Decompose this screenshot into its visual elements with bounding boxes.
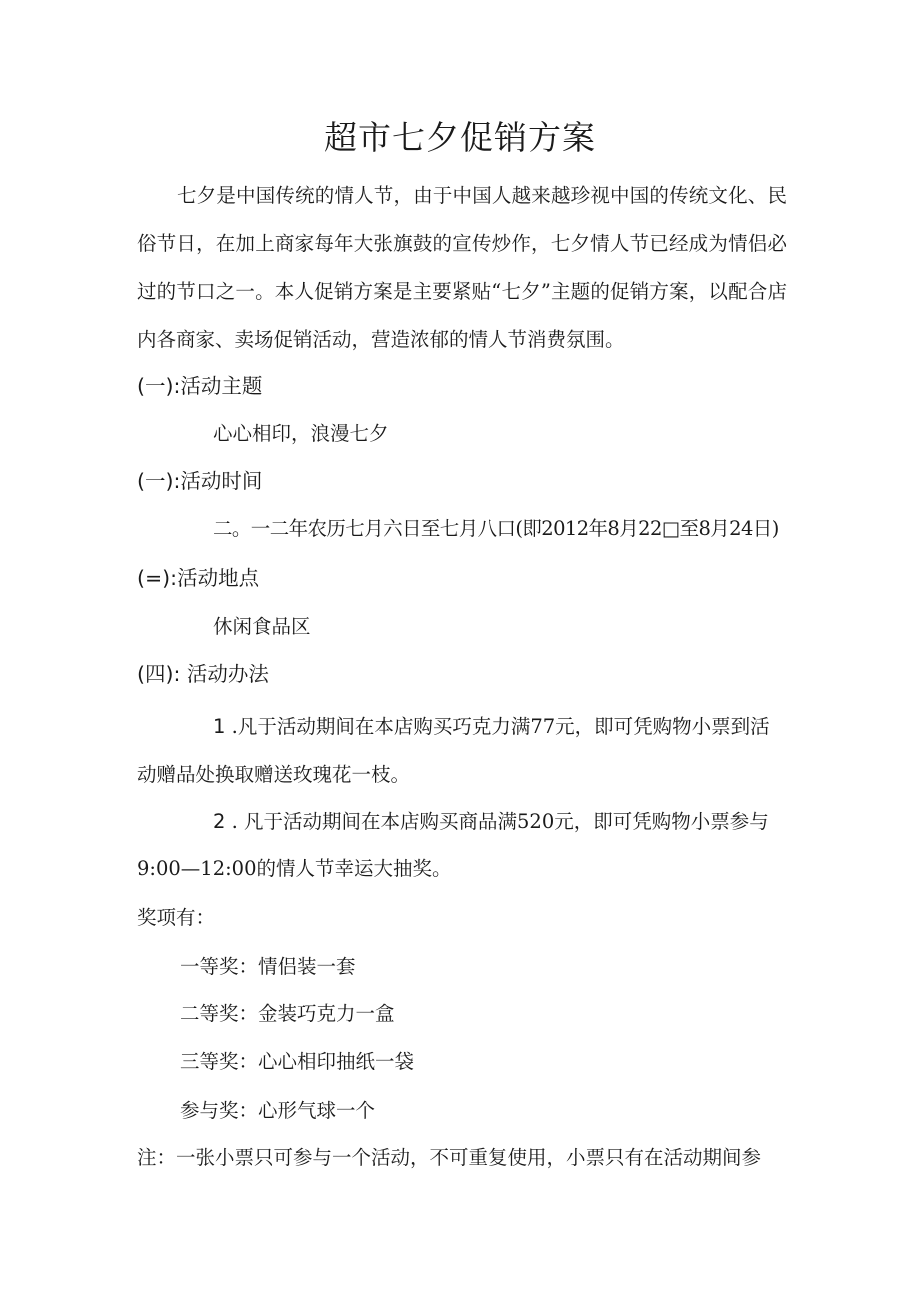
prize-third: 三等奖：心心相印抽纸一袋: [180, 1050, 415, 1073]
section-heading-theme: (一):活动主题: [137, 374, 263, 398]
section-heading-method: (四): 活动办法: [137, 662, 269, 686]
section-heading-time: (一):活动时间: [137, 469, 263, 493]
method-2-line1: [213, 806, 769, 834]
note-text: 注：一张小票只可参与一个活动，不可重复使用，小票只有在活动期间参: [137, 1146, 762, 1169]
method-2-number: 2: [213, 810, 226, 833]
method-1-text: .凡于活动期间在本店购买巧克力满77元，即可凭购物小票到活: [225, 715, 770, 738]
section-body-theme: 心心相印，浪漫七夕: [213, 422, 389, 445]
document-title: 超市七夕促销方案: [324, 118, 596, 157]
method-1-number: 1: [213, 715, 226, 738]
section-heading-place: (=):活动地点: [137, 566, 260, 590]
section-body-place: 休闲食品区: [213, 615, 311, 638]
intro-paragraph: 七夕是中国传统的情人节，由于中国人越来越珍视中国的传统文化、民俗节日，在加上商家每年大张旗鼓的宣传炒作，七夕情人节已经成为情侣必过的节口之一。本人促销方案是主要紧贴“七夕”主题的促销方案，以配合店内各商家、卖场促销活动，营造浓郁的情人节消费氛围。: [137, 184, 787, 351]
method-1-line2: 动赠品处换取赠送玫瑰花一枝。: [137, 763, 411, 786]
prize-second: 二等奖：金装巧克力一盒: [180, 1002, 395, 1025]
prize-participation: 参与奖：心形气球一个: [180, 1099, 376, 1122]
prizes-label: 奖项有：: [137, 906, 216, 929]
prize-first: 一等奖：情侣装一套: [180, 955, 356, 978]
section-body-time: 二。一二年农历七月六日至七月八口(即2012年8月22□至8月24日): [213, 517, 779, 540]
method-2-line2: 9:00—12:00的情人节幸运大抽奖。: [137, 857, 452, 880]
method-2-text: . 凡于活动期间在本店购买商品满520元，即可凭购物小票参与: [225, 810, 769, 833]
method-1-line1: [213, 711, 770, 739]
